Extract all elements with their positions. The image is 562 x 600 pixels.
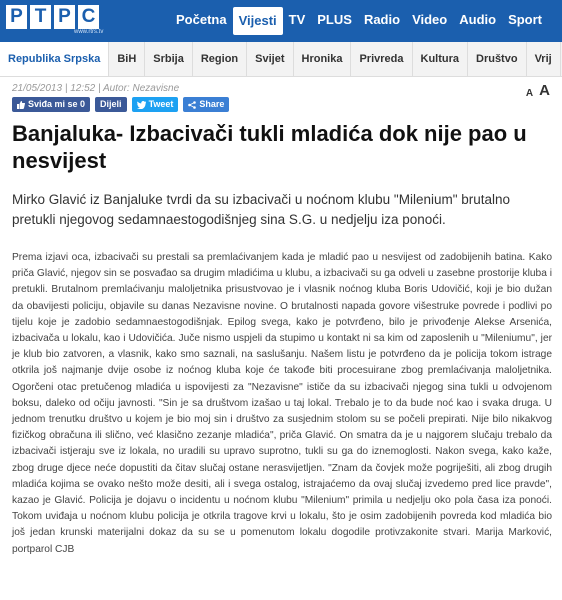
share-bar [12, 97, 229, 112]
nav-item-radio[interactable]: Radio [363, 12, 401, 27]
article-lead: Mirko Glavić iz Banjaluke tvrdi da su izbacivači u noćnom klubu "Milenium" brutalno pretukli njegovog sedamnaestogodišnjeg sina S.G. u nedjelju iza ponoći. [12, 192, 511, 227]
article-meta: 21/05/2013 | 12:52 | Autor: Nezavisne [12, 83, 180, 94]
rtrs-logo[interactable] [6, 5, 104, 35]
facebook-share-button[interactable] [95, 97, 127, 112]
twitter-bird-icon [137, 101, 146, 109]
subnav-item-srbija[interactable]: Srbija [145, 42, 193, 76]
share-button[interactable] [183, 97, 229, 112]
facebook-share-label: Dijeli [100, 99, 122, 109]
font-size-controls [526, 82, 550, 99]
nav-item-sport[interactable]: Sport [508, 12, 543, 27]
nav-item-vijesti[interactable]: Vijesti [233, 7, 283, 35]
article-title: Banjaluka- Izbacivači tukli mladića dok nije pao u nesvijest [12, 121, 527, 173]
article-body: Prema izjavi oca, izbacivači su prestali sa premlaćivanjem kada je mladić pao u nesvijest od zadobijenih batina. Kako priča Glavić, njegov sin se posvađao sa drugim mladićima u klubu, a izbacivači su ga odveli u zasebne prostorije kluba i pretukli. Brutalnom premlaćivanju maloljetnika prisustvovao je i vlasnik noćnog kluba Boris Udovičić, koji je bio dužan da obavijesti policiju, objavile su danas Nezavisne novine. O brutalnosti napada govore višestruke povrede i podlivi po tijelu koje je zadobio sedamnaestogodišnjak. Epilog svega, kako je potvrđeno, bilo je privođenje Alekse Arsenića, izbacivača u lokalu, kao i Udovičića. Juče nismo uspjeli da stupimo u kontakt ni sa kim od zaposlenih u "Mileniumu", jer je klub bio zatvoren, a vlasnik, kako smo saznali, na saslušanju. Našem listu je potvrđeno da je policija tokom istrage otkrila još najmanje dvije osobe iz noćnog kluba koje će takođe biti procesuirane zbog premlaćivanja maloljetnika. Ogorčeni otac pretučenog mladića u ispovijesti za "Nezavisne" ističe da su izbacivači njegog sina tukli u odvojenom boksu, daleko od očiju javnosti. "Sin je sa društvom izašao u taj lokal. Trebalo je to da bude noć kao i svaka druga. U jednom trenutku društvo u kojem je bio moj sin i društvo za susjednim stolom su se počeli prepirati. Nije bilo nikakvog fizičkog obračuna ili slično, već klasično zezanje mladića", priča Glavić. On smatra da je u najgorem slučaju trebalo da izbacivači istjeraju sve iz lokala, no uradili su upravo suprotno, tukli su ga do iznemoglosti. Nakon svega, kako kaže, zbog druge djece neće dopustiti da čitav slučaj ostane nerasvijetljen. "Znam da čovjek može pogriješiti, ali zbog drugih mladića kojima se ovako nešto može desiti, ali i svega ostalog, istrajaćemo da ovaj slučaj izvedemo pred lice pravde", kazao je Glavić. Policija je dojavu o incidentu u noćnom klubu "Milenium" primila u nedjelju oko pola časa iza ponoći. Tokom uviđaja u noćnom klubu policija je otkrila tragove krvi u lokalu, što je osim zadobijenih povreda kod mladića bio još jedan krunski materijalni dokaz da su se u pomenutom lokalu dogodile protivzakonite stvari. Marija Marković, portparol CJB [12, 252, 552, 555]
font-decrease-button[interactable]: A [525, 88, 534, 99]
subnav-item-drustvo[interactable]: Društvo [468, 42, 527, 76]
nav-item-plus[interactable]: PLUS [317, 12, 352, 27]
nav-item-audio[interactable]: Audio [459, 12, 497, 27]
subnav-item-svijet[interactable]: Svijet [247, 42, 293, 76]
category-subnav [0, 42, 562, 77]
subnav-item-region[interactable]: Region [193, 42, 247, 76]
logo-url: www.rtrs.tv [74, 29, 104, 35]
font-increase-button[interactable]: A [539, 82, 550, 99]
share-icon [188, 101, 196, 109]
logo-letter: T [30, 5, 51, 29]
logo-letter: P [6, 5, 27, 29]
subnav-item-kultura[interactable]: Kultura [413, 42, 469, 76]
facebook-like-button[interactable] [12, 97, 90, 112]
subnav-item-hronika[interactable]: Hronika [294, 42, 352, 76]
logo-letter: C [78, 5, 99, 29]
facebook-like-label: Sviđa mi se 0 [28, 99, 86, 109]
subnav-item-vrijeme[interactable]: Vrij [527, 42, 561, 76]
tweet-label: Tweet [148, 99, 174, 109]
main-nav [170, 0, 548, 42]
nav-item-video[interactable]: Video [412, 12, 448, 27]
share-label: Share [199, 99, 225, 109]
nav-item-pocetna[interactable]: Početna [176, 12, 227, 27]
subnav-item-bih[interactable]: BiH [109, 42, 145, 76]
nav-item-tv[interactable]: TV [288, 12, 306, 27]
tweet-button[interactable] [132, 97, 179, 112]
thumbs-up-icon [17, 101, 25, 109]
top-navigation-bar [0, 0, 562, 42]
logo-letter: P [54, 5, 75, 29]
subnav-item-republika-srpska[interactable]: Republika Srpska [0, 42, 109, 76]
subnav-item-privreda[interactable]: Privreda [351, 42, 412, 76]
